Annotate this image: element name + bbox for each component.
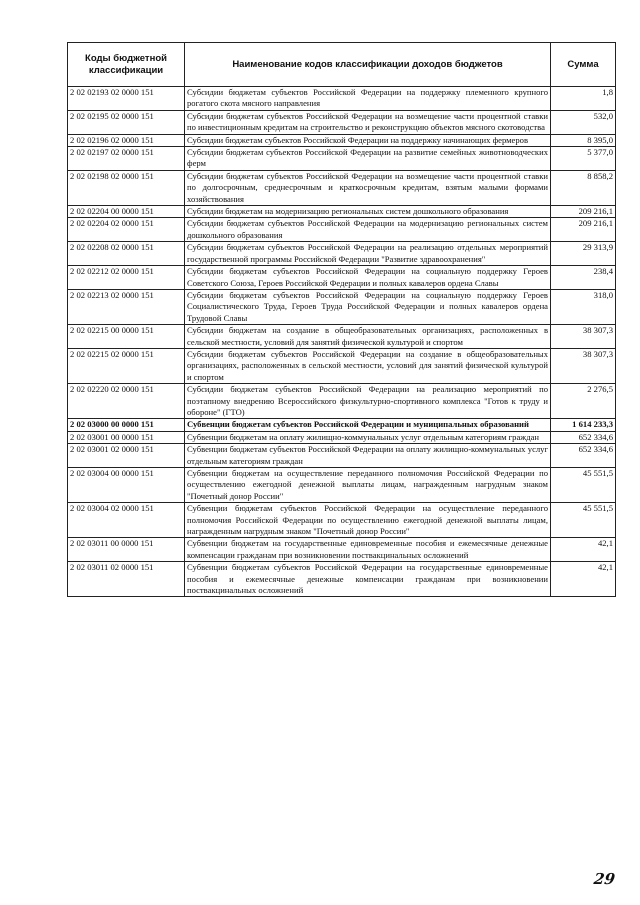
row-code: 2 02 02204 02 0000 151 xyxy=(68,218,185,242)
row-code: 2 02 02193 02 0000 151 xyxy=(68,87,185,111)
table-row xyxy=(68,444,616,468)
table-row xyxy=(68,419,616,431)
row-code: 2 02 02215 02 0000 151 xyxy=(68,348,185,383)
row-code: 2 02 03004 00 0000 151 xyxy=(68,468,185,503)
row-code: 2 02 02213 02 0000 151 xyxy=(68,289,185,324)
row-sum: 318,0 xyxy=(551,289,616,324)
row-name: Субсидии бюджетам субъектов Российской Федерации на развитие семейных животноводческих ферм xyxy=(185,147,551,171)
table-row xyxy=(68,289,616,324)
row-name: Субвенции бюджетам субъектов Российской Федерации на оплату жилищно-коммунальных услуг отдельным категориям граждан xyxy=(185,444,551,468)
row-name: Субсидии бюджетам субъектов Российской Федерации на возмещение части процентной ставки по долгосрочным, среднесрочным и краткосрочным кредитам, взятым малыми формами хозяйствования xyxy=(185,170,551,205)
row-name: Субсидии бюджетам субъектов Российской Федерации на поддержку племенного крупного рогатого скота мясного направления xyxy=(185,87,551,111)
table-row xyxy=(68,384,616,419)
row-code: 2 02 03000 00 0000 151 xyxy=(68,419,185,431)
row-sum: 2 276,5 xyxy=(551,384,616,419)
header-name: Наименование кодов классификации доходов бюджетов xyxy=(185,43,551,87)
row-code: 2 02 02197 02 0000 151 xyxy=(68,147,185,171)
row-name: Субсидии бюджетам субъектов Российской Федерации на социальную поддержку Героев Советского Союза, Героев Российской Федерации и полных кавалеров ордена Славы xyxy=(185,266,551,290)
header-sum: Сумма xyxy=(551,43,616,87)
header-code: Коды бюджетной классификации xyxy=(68,43,185,87)
row-name: Субсидии бюджетам субъектов Российской Федерации на модернизацию региональных систем дошкольного образования xyxy=(185,218,551,242)
row-name: Субсидии бюджетам на модернизацию региональных систем дошкольного образования xyxy=(185,206,551,218)
table-row xyxy=(68,242,616,266)
table-row xyxy=(68,266,616,290)
row-sum: 42,1 xyxy=(551,538,616,562)
row-code: 2 02 03004 02 0000 151 xyxy=(68,503,185,538)
row-code: 2 02 02196 02 0000 151 xyxy=(68,134,185,146)
row-name: Субвенции бюджетам субъектов Российской Федерации и муниципальных образований xyxy=(185,419,551,431)
table-row xyxy=(68,147,616,171)
row-sum: 209 216,1 xyxy=(551,218,616,242)
table-row xyxy=(68,468,616,503)
row-sum: 652 334,6 xyxy=(551,444,616,468)
row-name: Субсидии бюджетам субъектов Российской Федерации на поддержку начинающих фермеров xyxy=(185,134,551,146)
table-row xyxy=(68,348,616,383)
row-code: 2 02 03011 02 0000 151 xyxy=(68,562,185,597)
row-sum: 8 858,2 xyxy=(551,170,616,205)
table-body xyxy=(68,87,616,597)
row-name: Субсидии бюджетам субъектов Российской Федерации на социальную поддержку Героев Социалистического Труда, Героев Труда Российской Федерации и полных кавалеров ордена Трудовой Славы xyxy=(185,289,551,324)
revenue-classification-table xyxy=(67,42,616,597)
row-code: 2 02 02204 00 0000 151 xyxy=(68,206,185,218)
table-row xyxy=(68,431,616,443)
row-code: 2 02 02195 02 0000 151 xyxy=(68,110,185,134)
row-sum: 45 551,5 xyxy=(551,503,616,538)
row-code: 2 02 02215 00 0000 151 xyxy=(68,325,185,349)
row-sum: 532,0 xyxy=(551,110,616,134)
row-sum: 38 307,3 xyxy=(551,325,616,349)
row-sum: 1,8 xyxy=(551,87,616,111)
page-number: 29 xyxy=(592,870,617,888)
row-sum: 8 395,0 xyxy=(551,134,616,146)
row-code: 2 02 02198 02 0000 151 xyxy=(68,170,185,205)
row-sum: 1 614 233,3 xyxy=(551,419,616,431)
row-name: Субсидии бюджетам субъектов Российской Федерации на реализацию отдельных мероприятий государственной программы Российской Федерации "Развитие здравоохранения" xyxy=(185,242,551,266)
row-name: Субвенции бюджетам на оплату жилищно-коммунальных услуг отдельным категориям граждан xyxy=(185,431,551,443)
row-name: Субвенции бюджетам субъектов Российской Федерации на осуществление переданного полномочия Российской Федерации по осуществлению ежегодной денежной выплаты лицам, награжденным нагрудным знаком "Почетный донор России" xyxy=(185,503,551,538)
row-sum: 238,4 xyxy=(551,266,616,290)
row-code: 2 02 03011 00 0000 151 xyxy=(68,538,185,562)
table-row xyxy=(68,538,616,562)
table-header-row xyxy=(68,43,616,87)
table-row xyxy=(68,170,616,205)
row-name: Субвенции бюджетам субъектов Российской Федерации на государственные единовременные пособия и ежемесячные денежные компенсации гражданам при возникновении поствакцинальных осложнений xyxy=(185,562,551,597)
table-row xyxy=(68,325,616,349)
row-name: Субсидии бюджетам субъектов Российской Федерации на создание в общеобразовательных организациях, расположенных в сельской местности, условий для занятий физической культурой и спортом xyxy=(185,348,551,383)
row-code: 2 02 02212 02 0000 151 xyxy=(68,266,185,290)
table-row xyxy=(68,110,616,134)
row-sum: 5 377,0 xyxy=(551,147,616,171)
row-code: 2 02 03001 00 0000 151 xyxy=(68,431,185,443)
table-row xyxy=(68,218,616,242)
row-sum: 45 551,5 xyxy=(551,468,616,503)
row-name: Субсидии бюджетам на создание в общеобразовательных организациях, расположенных в сельской местности, условий для занятий физической культурой и спортом xyxy=(185,325,551,349)
row-name: Субсидии бюджетам субъектов Российской Федерации на реализацию мероприятий по поэтапному внедрению Всероссийского физкультурно-спортивного комплекса "Готов к труду и обороне" (ГТО) xyxy=(185,384,551,419)
row-sum: 652 334,6 xyxy=(551,431,616,443)
row-sum: 209 216,1 xyxy=(551,206,616,218)
row-sum: 29 313,9 xyxy=(551,242,616,266)
table-row xyxy=(68,503,616,538)
row-name: Субсидии бюджетам субъектов Российской Федерации на возмещение части процентной ставки по инвестиционным кредитам на строительство и реконструкцию объектов мясного скотоводства xyxy=(185,110,551,134)
row-name: Субвенции бюджетам на государственные единовременные пособия и ежемесячные денежные компенсации гражданам при возникновении поствакцинальных осложнений xyxy=(185,538,551,562)
row-code: 2 02 02220 02 0000 151 xyxy=(68,384,185,419)
row-name: Субвенции бюджетам на осуществление переданного полномочия Российской Федерации по осуществлению ежегодной денежной выплаты лицам, награжденным нагрудным знаком "Почетный донор России" xyxy=(185,468,551,503)
row-code: 2 02 02208 02 0000 151 xyxy=(68,242,185,266)
table-row xyxy=(68,206,616,218)
table-row xyxy=(68,87,616,111)
table-row xyxy=(68,562,616,597)
row-sum: 42,1 xyxy=(551,562,616,597)
row-sum: 38 307,3 xyxy=(551,348,616,383)
table-row xyxy=(68,134,616,146)
row-code: 2 02 03001 02 0000 151 xyxy=(68,444,185,468)
